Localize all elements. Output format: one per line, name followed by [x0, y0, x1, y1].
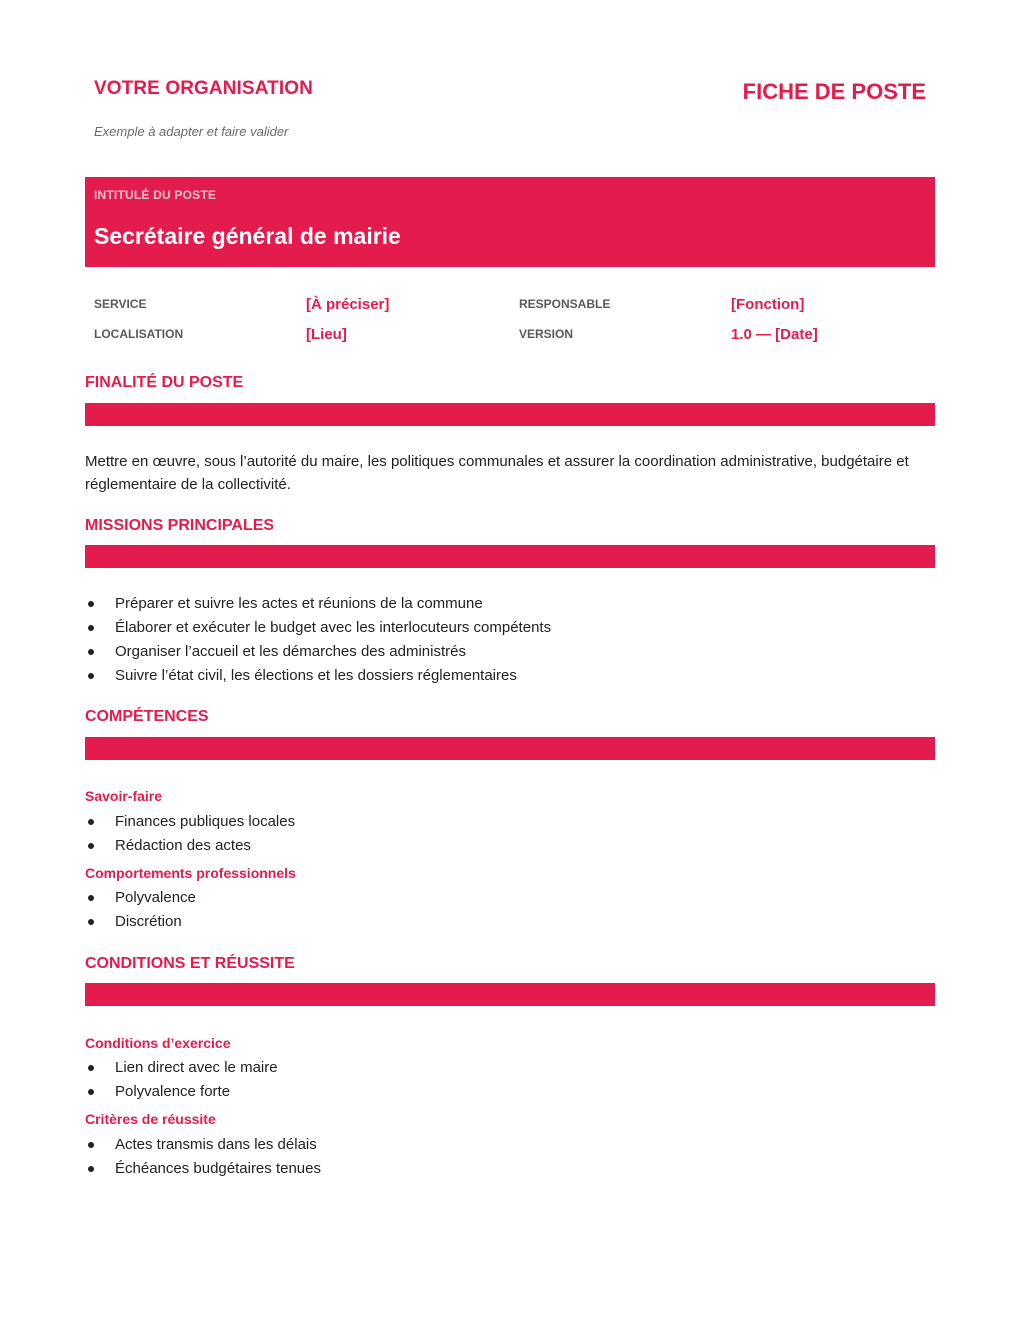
subhead-comportements: Comportements professionnels: [85, 865, 296, 881]
list-item: [85, 910, 935, 934]
responsable-value: [Fonction]: [731, 296, 805, 313]
criteres-reussite-list: [85, 1133, 935, 1181]
list-item: [85, 1133, 935, 1157]
service-value: [À préciser]: [306, 296, 390, 313]
list-item-text: Lien direct avec le maire: [115, 1059, 278, 1076]
section-title-finalite: FINALITÉ DU POSTE: [85, 374, 244, 391]
localisation-value: [Lieu]: [306, 326, 347, 343]
responsable-label: RESPONSABLE: [519, 297, 611, 311]
list-item: [85, 1056, 935, 1080]
list-item: [85, 664, 935, 688]
meta-row: [85, 320, 935, 350]
list-item-text: Actes transmis dans les délais: [115, 1136, 317, 1153]
bullet-icon: [88, 1166, 94, 1172]
bullet-icon: [88, 1089, 94, 1095]
bullet-icon: [88, 843, 94, 849]
job-title: Secrétaire général de mairie: [94, 223, 401, 249]
list-item: [85, 834, 935, 858]
document-type: FICHE DE POSTE: [742, 79, 926, 104]
meta-row: [85, 290, 935, 320]
conditions-exercice-list: [85, 1056, 935, 1104]
list-item-text: Polyvalence forte: [115, 1083, 231, 1100]
section-divider-bar: [85, 737, 935, 760]
bullet-icon: [88, 1142, 94, 1148]
section-divider-bar: [85, 545, 935, 568]
comportements-list: [85, 886, 935, 934]
organization-name: VOTRE ORGANISATION: [94, 78, 313, 99]
bullet-icon: [88, 895, 94, 901]
section-title-competences: COMPÉTENCES: [85, 708, 209, 725]
list-item: [85, 616, 935, 640]
list-item-text: Échéances budgétaires tenues: [115, 1160, 321, 1177]
list-item-text: Organiser l’accueil et les démarches des administrés: [115, 643, 466, 660]
list-item: [85, 1157, 935, 1181]
subhead-savoir-faire: Savoir-faire: [85, 788, 163, 804]
finalite-text: Mettre en œuvre, sous l’autorité du maire, les politiques communales et assurer la coordination administrative, budgétaire et réglementaire de la collectivité.: [85, 453, 909, 493]
section-divider-bar: [85, 403, 935, 426]
list-item: [85, 640, 935, 664]
bullet-icon: [88, 819, 94, 825]
localisation-label: LOCALISATION: [94, 327, 184, 341]
organization-subtitle: Exemple à adapter et faire valider: [94, 124, 289, 139]
missions-list: [85, 592, 935, 688]
list-item-text: Discrétion: [115, 913, 182, 930]
list-item: [85, 810, 935, 834]
version-label: VERSION: [519, 327, 574, 341]
list-item: [85, 592, 935, 616]
section-divider-bar: [85, 983, 935, 1006]
list-item-text: Finances publiques locales: [115, 813, 296, 830]
version-value: 1.0 — [Date]: [731, 326, 818, 343]
list-item-text: Suivre l’état civil, les élections et les dossiers réglementaires: [115, 667, 517, 684]
section-title-missions: MISSIONS PRINCIPALES: [85, 517, 275, 534]
bullet-icon: [88, 601, 94, 607]
bullet-icon: [88, 1065, 94, 1071]
bullet-icon: [88, 649, 94, 655]
subhead-conditions-exercice: Conditions d’exercice: [85, 1035, 231, 1051]
list-item-text: Polyvalence: [115, 889, 196, 906]
list-item-text: Rédaction des actes: [115, 837, 251, 854]
bullet-icon: [88, 625, 94, 631]
list-item: [85, 1080, 935, 1104]
section-title-conditions: CONDITIONS ET RÉUSSITE: [85, 955, 295, 972]
bullet-icon: [88, 673, 94, 679]
list-item-text: Préparer et suivre les actes et réunions de la commune: [115, 595, 483, 612]
meta-table: [85, 290, 935, 350]
savoir-faire-list: [85, 810, 935, 858]
service-label: SERVICE: [94, 297, 147, 311]
bullet-icon: [88, 919, 94, 925]
subhead-criteres-reussite: Critères de réussite: [85, 1111, 216, 1127]
job-title-label: INTITULÉ DU POSTE: [94, 188, 217, 202]
list-item: [85, 886, 935, 910]
job-title-band: [85, 177, 935, 267]
list-item-text: Élaborer et exécuter le budget avec les interlocuteurs compétents: [115, 619, 552, 636]
